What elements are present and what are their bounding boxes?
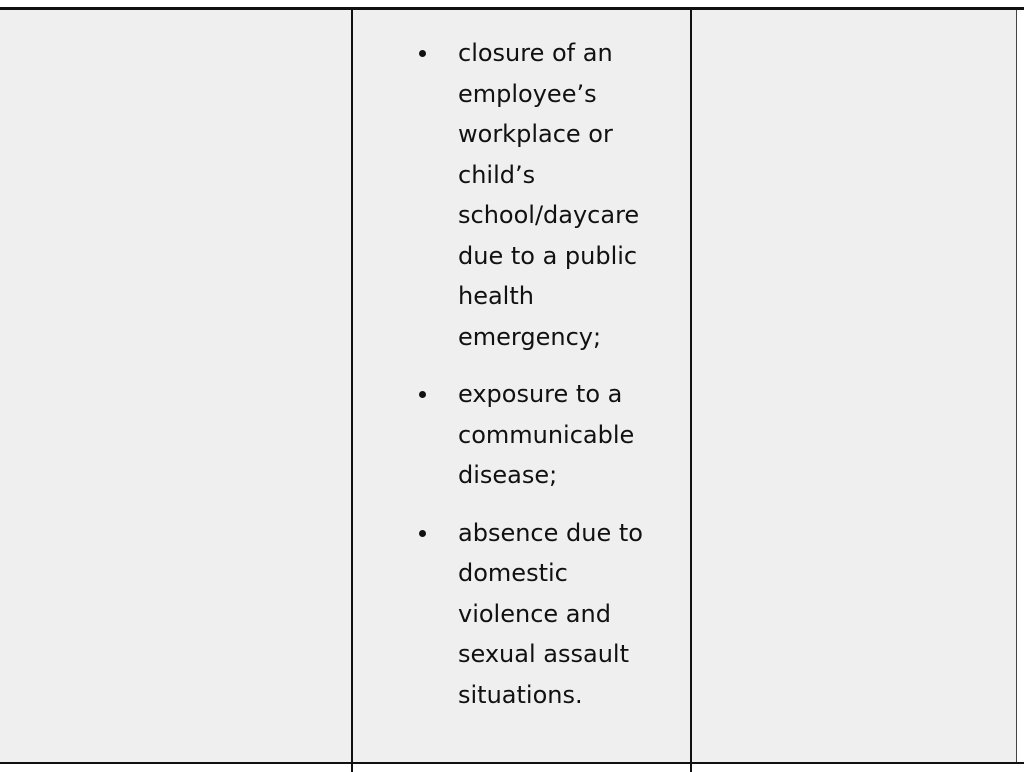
table-cell-right <box>692 10 1016 762</box>
table-top-border <box>0 7 1024 10</box>
list-item-text: exposure to a communicable disease; <box>458 380 635 489</box>
list-item <box>408 33 680 357</box>
table-cell-left <box>0 10 351 762</box>
bullet-list <box>408 33 680 715</box>
table-column-divider-2 <box>690 10 692 772</box>
bullet-icon <box>419 391 426 398</box>
table-column-divider-1 <box>351 10 353 772</box>
table-bottom-border <box>0 762 1024 764</box>
list-item <box>408 374 680 496</box>
list-item-text: absence due to domestic violence and sexual assault situations. <box>458 518 643 709</box>
bullet-icon <box>419 530 426 537</box>
list-item <box>408 513 680 716</box>
table-right-edge <box>1016 10 1017 762</box>
list-item-text: closure of an employee’s workplace or child’s school/daycare due to a public health emergency; <box>458 39 640 351</box>
bullet-icon <box>419 50 426 57</box>
